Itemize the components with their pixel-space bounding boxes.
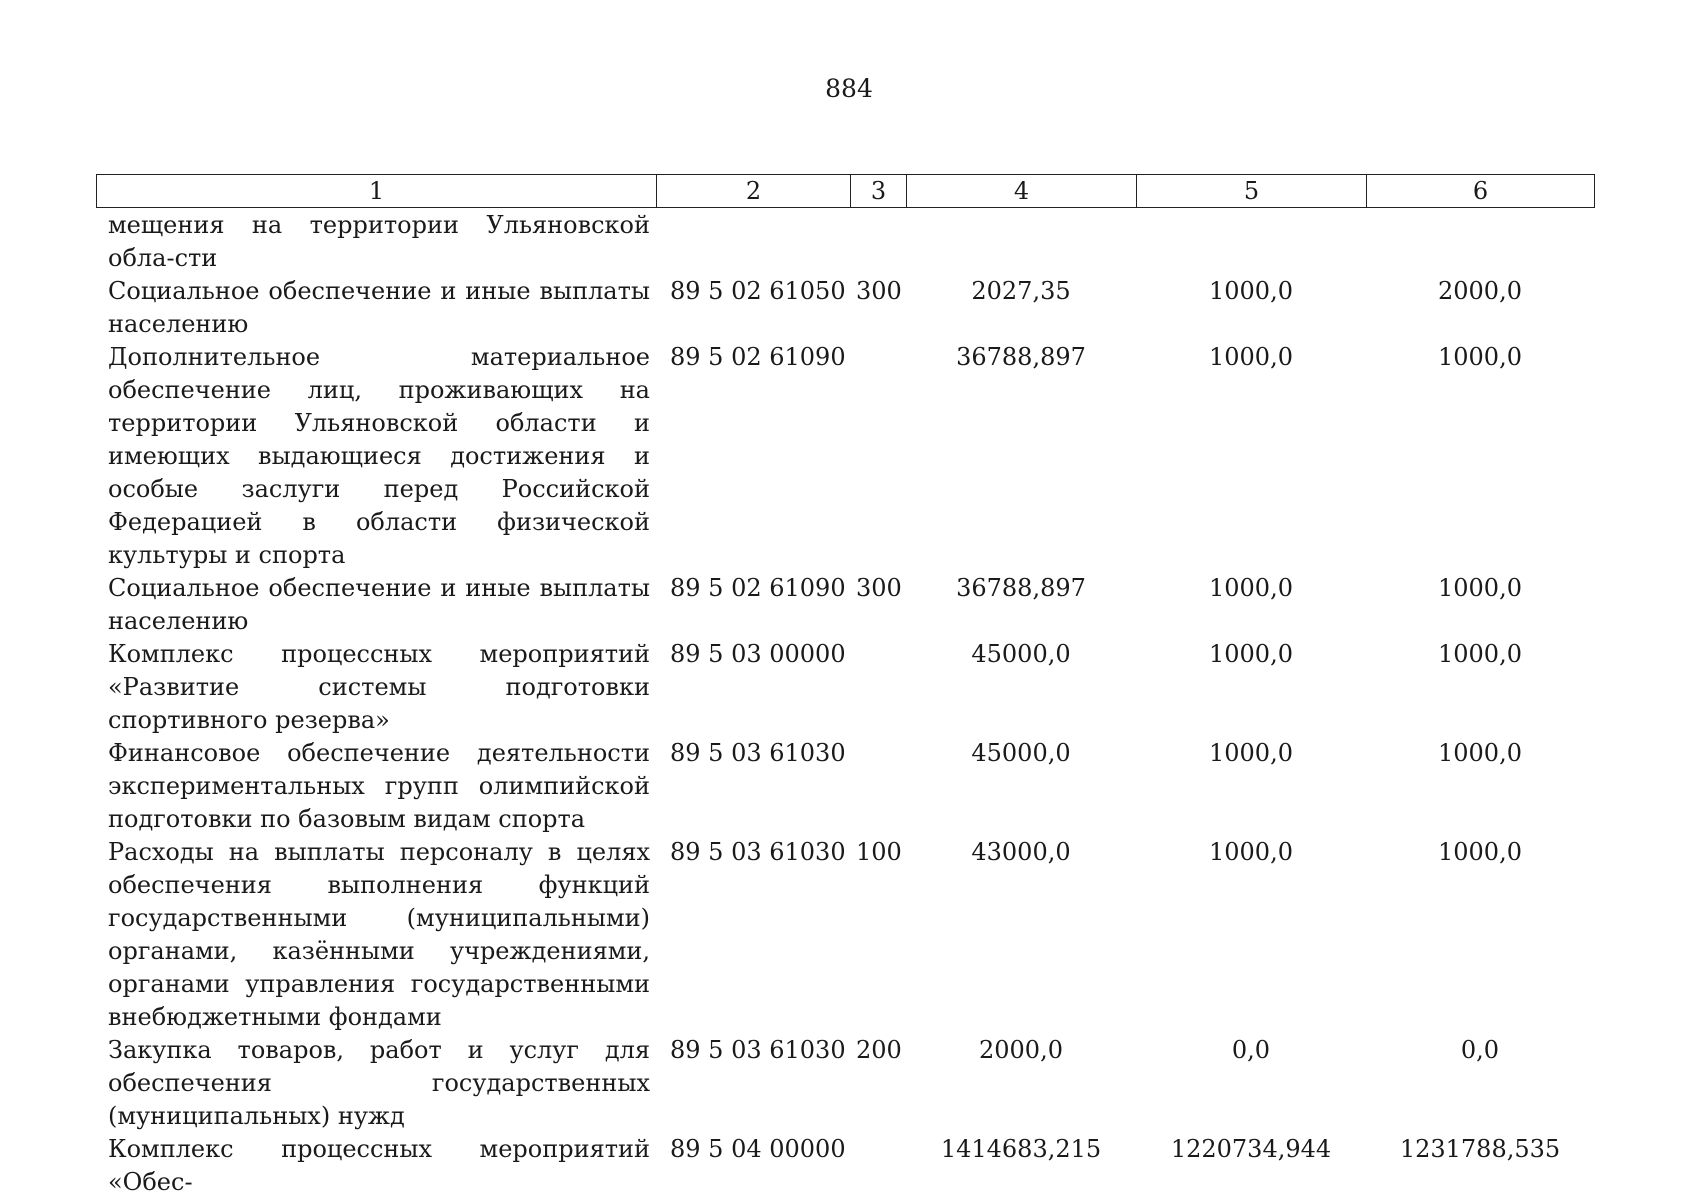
row-value-6: 1000,0 xyxy=(1438,574,1522,602)
row-name: Комплекс процессных мероприятий «Развитие системы подготовки спортивного резерва» xyxy=(108,640,650,734)
row-code: 89 5 03 61030 xyxy=(670,1036,846,1064)
row-name: мещения на территории Ульяновской обла-сти xyxy=(108,211,650,272)
header-col-2: 2 xyxy=(657,175,851,208)
row-value-4: 1414683,215 xyxy=(940,1135,1102,1163)
page-number: 884 xyxy=(825,74,873,103)
row-name: Социальное обеспечение и иные выплаты населению xyxy=(108,277,650,338)
table-row xyxy=(96,836,1594,1034)
header-row xyxy=(97,175,1595,208)
table-row xyxy=(96,572,1594,638)
row-value-6: 1000,0 xyxy=(1438,739,1522,767)
row-value-5: 1000,0 xyxy=(1209,640,1293,668)
row-code: 89 5 04 00000 xyxy=(670,1135,846,1163)
row-value-5: 0,0 xyxy=(1231,1036,1271,1064)
header-col-6: 6 xyxy=(1367,175,1595,208)
row-value-4: 2027,35 xyxy=(971,277,1071,305)
row-name: Закупка товаров, работ и услуг для обеспечения государственных (муниципальных) нужд xyxy=(108,1036,650,1130)
row-value-4: 36788,897 xyxy=(956,343,1086,371)
row-value-5: 1000,0 xyxy=(1209,838,1293,866)
row-code: 89 5 03 00000 xyxy=(670,640,846,668)
row-code: 89 5 02 61050 xyxy=(670,277,846,305)
row-value-5: 1000,0 xyxy=(1209,574,1293,602)
row-code: 89 5 03 61030 xyxy=(670,838,846,866)
row-value-4: 2000,0 xyxy=(979,1036,1063,1064)
row-type: 200 xyxy=(856,1036,902,1064)
table-row xyxy=(96,638,1594,737)
row-code: 89 5 03 61030 xyxy=(670,739,846,767)
row-type: 100 xyxy=(856,838,902,866)
table-row xyxy=(96,275,1594,341)
row-name: Социальное обеспечение и иные выплаты населению xyxy=(108,574,650,635)
table-row xyxy=(96,209,1594,275)
table-header xyxy=(96,174,1595,208)
header-col-3: 3 xyxy=(851,175,907,208)
row-type: 300 xyxy=(856,574,902,602)
row-name: Дополнительное материальное обеспечение лиц, проживающих на территории Ульяновской области и имеющих выдающиеся достижения и особые заслуги перед Российской Федерацией в области физической культуры и спорта xyxy=(108,343,650,569)
row-value-5: 1000,0 xyxy=(1209,739,1293,767)
row-value-6: 1231788,535 xyxy=(1399,1135,1561,1163)
row-code: 89 5 02 61090 xyxy=(670,343,846,371)
row-value-4: 43000,0 xyxy=(971,838,1071,866)
table-row xyxy=(96,341,1594,572)
table-row xyxy=(96,1034,1594,1133)
row-value-4: 36788,897 xyxy=(956,574,1086,602)
row-code: 89 5 02 61090 xyxy=(670,574,846,602)
row-value-6: 1000,0 xyxy=(1438,640,1522,668)
row-value-5: 1000,0 xyxy=(1209,277,1293,305)
row-name: Финансовое обеспечение деятельности экспериментальных групп олимпийской подготовки по базовым видам спорта xyxy=(108,739,650,833)
row-value-4: 45000,0 xyxy=(971,640,1071,668)
row-value-6: 1000,0 xyxy=(1438,838,1522,866)
row-value-6: 1000,0 xyxy=(1438,343,1522,371)
row-name: Расходы на выплаты персоналу в целях обеспечения выполнения функций государственными (муниципальными) органами, казёнными учреждениями, органами управления государственными внебюджетными фондами xyxy=(108,838,650,1031)
row-value-5: 1220734,944 xyxy=(1170,1135,1332,1163)
header-col-4: 4 xyxy=(907,175,1137,208)
table-row xyxy=(96,737,1594,836)
table-row xyxy=(96,1133,1594,1199)
row-value-6: 2000,0 xyxy=(1438,277,1522,305)
row-type: 300 xyxy=(856,277,902,305)
row-value-5: 1000,0 xyxy=(1209,343,1293,371)
row-value-6: 0,0 xyxy=(1460,1036,1500,1064)
header-col-5: 5 xyxy=(1137,175,1367,208)
row-value-4: 45000,0 xyxy=(971,739,1071,767)
header-col-1: 1 xyxy=(97,175,657,208)
row-name: Комплекс процессных мероприятий «Обес- xyxy=(108,1135,650,1196)
table-body xyxy=(96,209,1594,1199)
